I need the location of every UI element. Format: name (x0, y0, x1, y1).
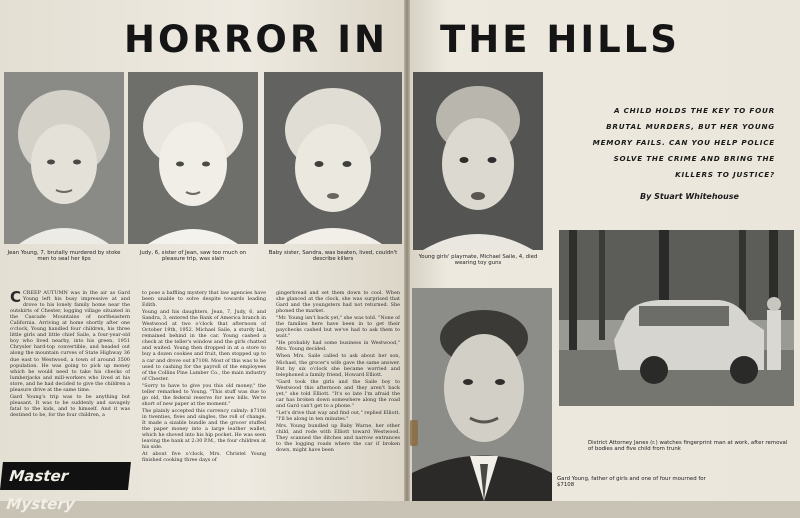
caption-jean: Jean Young, 7, brutally murdered by stoke men to seal her lips (7, 250, 121, 263)
caption-da: District Attorney Janes (r.) watches fingerprint man at work, after removal of bodies and five child from trunk (588, 440, 788, 453)
photo-jean (4, 72, 124, 244)
column-1-para-1: CREEP AUTUMN was in the air as Gard Young left his busy impressive at and drove to his lonely family home near the outskirts of Chester, logging village situated in the Cascade Mountains of northeastern California. Arriving at home shortly after one o'clock, Young handled four children, his three little girls and little chief Saile, a four-year-old boy who lived nearby, into his green, 1951 Chrysler hard-top convertible, and headed out along the mountain curves of State Highway 36 due east to Westwood, a town of around 3500 population. He was going to pick up money which he would need to take his checks of lumberjacks and mill-workers who lived at his store, and he had decided to give the children a pleasure drive at the same time. (10, 290, 130, 393)
column-2-para-3: "Sorry to have to give you this old money," the teller remarked to Young. "This stuff was due to go old, the federal reserve for new bills. We're short of new paper at the moment." (142, 382, 266, 407)
master-mystery-badge: Master Mystery (0, 462, 131, 490)
byline: By Stuart Whitehouse (640, 192, 739, 201)
column-3-para-2: "Mr. Young isn't back yet," she was told. "None of the families here have been in to get their paychecks cashed but we've had to ask them to wait." (276, 315, 400, 340)
column-3-para-3: "He probably had some business in Westwood," Mrs. Young decided. (276, 340, 400, 353)
headline-right: THE HILLS (440, 18, 680, 61)
caption-gard: Gard Young, father of girls and one of four mourned for $7108 (557, 476, 706, 489)
column-3-para-5: "Gard took the girls and the Saile boy to Westwood this afternoon and they aren't back yet," she told Elliott. "It's so late I'm afraid the car has broken down somewhere along the road and Gard can't get to a phone." (276, 378, 400, 409)
column-2-para-2: Young and his daughters, Jean, 7, Judy, 6, and Sandra, 3, entered the Bank of America branch in Westwood at two o'clock that afternoon of October 19th, 1952. Michael Saile, a sturdy lad, remained behind in the car. Young cashed a check at the teller's window and the girls chatted and waited. Young then dropped in at a store to buy a dozen cookies and fruit, then stopped up to a car and drove out $7108. Most of this was to be used to cashing for the payroll of the employees of the Collins Pine Lumber Co., the main industry of Chester. (142, 309, 266, 382)
column-3-para-7: Mrs. Young bundled up Baby Warne, her other child, and rode with Elliott toward Westwood. They scanned the ditches and narrow entrances to the logging roads where the car if broken down, might have been (276, 422, 400, 454)
article-column-1 (10, 290, 130, 460)
photo-gard-young (412, 288, 552, 501)
column-1-para-2: Gard Young's trip was to be anything but pleasant. It was to be suddenly and savagely fatal to the kids, and to himself. And it was destined to be, for the four children, a (10, 393, 130, 418)
photo-judy (128, 72, 258, 244)
column-2-para-4: The plainly accepted this currency calmly: $7108 in twenties, fives and singles, the roll of change. It made a sizable bundle and the grocer stuffed the paper money into a large leather wallet, which he shoved into his hip pocket. He was seen leaving the bank at 2:30 P.M., the four children at his side. (142, 407, 266, 451)
column-3-para-4: When Mrs. Saile called to ask about her son, Michael, the grocer's wife gave the same answer. But by six o'clock she became worried and telephoned a family friend, Howard Elliott. (276, 353, 400, 378)
article-deck: A CHILD HOLDS THE KEY TO FOUR BRUTAL MURDERS, BUT HER YOUNG MEMORY FAILS. CAN YOU HELP POLICE SOLVE THE CRIME AND BRING THE KILLERS TO JUSTICE? (592, 106, 775, 179)
article-column-3 (276, 290, 400, 498)
caption-michael: Young girls' playmate, Michael Saile, 4, died wearing toy guns (418, 254, 538, 267)
photo-michael (413, 72, 543, 250)
caption-sandra: Baby sister, Sandra, was beaten, lived, couldn't describe killers (268, 250, 398, 263)
caption-judy: Judy, 6, sister of Jean, saw too much on pleasure trip, was slain (139, 250, 247, 263)
article-column-2 (142, 290, 266, 498)
headline-left: HORROR IN (124, 18, 388, 61)
photo-sandra (264, 72, 402, 244)
column-3-para-1: gingerbread and set them down to cool. When she glanced at the clock, she was surprised that Gard and the youngsters had not returned. She phoned the market. (276, 290, 400, 315)
binding-tab (410, 420, 418, 446)
dropcap: C (10, 290, 22, 306)
column-2-para-1: to pose a baffling mystery that law agencies have been unable to solve despite towards leading Edith. (142, 290, 266, 309)
column-3-para-6: "Let's drive that way and find out," replied Elliott. "I'll be along in ten minutes." (276, 409, 400, 422)
photo-crime-scene (559, 230, 794, 406)
column-2-para-5: At about five o'clock, Mrs. Christel Young finished cooking three days of (142, 451, 266, 464)
